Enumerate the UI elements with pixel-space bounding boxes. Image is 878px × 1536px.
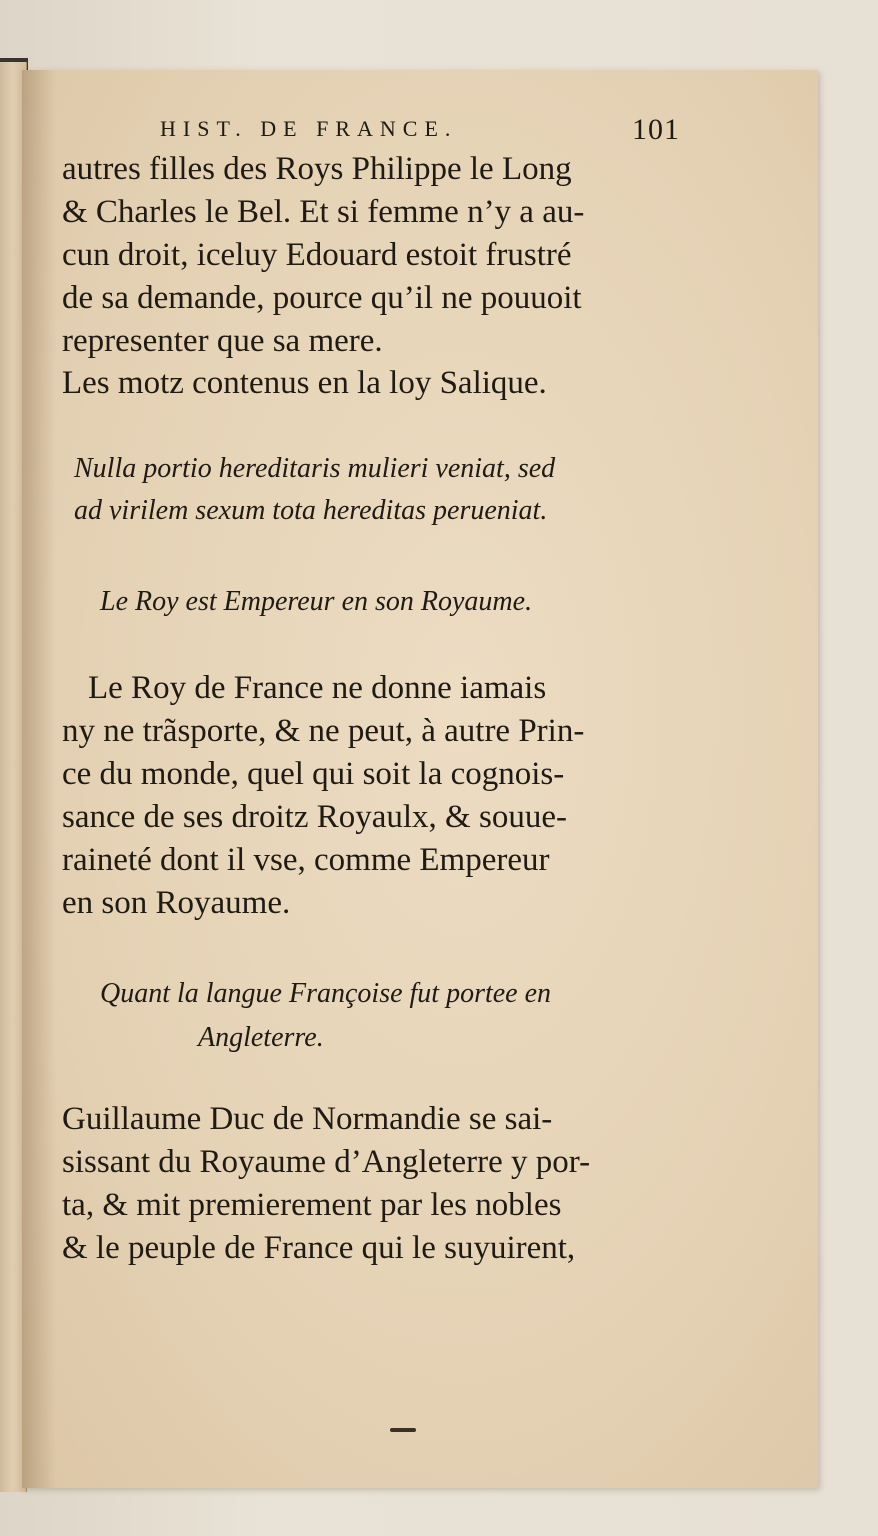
text-line: ny ne trãsporte, & ne peut, à autre Prin- [62, 713, 585, 749]
book-page [22, 70, 818, 1488]
text-line: Les motz contenus en la loy Salique. [62, 365, 547, 401]
text-line: ce du monde, quel qui soit la cognois- [62, 756, 565, 792]
running-title: HIST. DE FRANCE. [160, 116, 458, 141]
text-line: de sa demande, pource qu’il ne pouuoit [62, 280, 582, 316]
text-line: cun droit, iceluy Edouard estoit frustré [62, 237, 572, 273]
text-line: & le peuple de France qui le suyuirent, [62, 1230, 576, 1266]
heading-line: Quant la langue Françoise fut portee en [100, 978, 552, 1009]
salic-law-intro [62, 362, 682, 405]
section-heading-emperor: Le Roy est Empereur en son Royaume. [100, 586, 533, 617]
text-line: raineté dont il vse, comme Empereur [62, 842, 550, 878]
text-line: sance de ses droitz Royaulx, & souue- [62, 799, 567, 835]
quote-line: ad virilem sexum tota hereditas perueniat. [74, 495, 548, 526]
quote-line: Nulla portio hereditaris mulieri veniat, sed [74, 453, 556, 484]
text-line: & Charles le Bel. Et si femme n’y a au- [62, 194, 585, 230]
text-line: sissant du Royaume d’Angleterre y por- [62, 1144, 591, 1180]
text-line: ta, & mit premierement par les nobles [62, 1187, 562, 1223]
running-head [160, 113, 680, 148]
guillaume-paragraph [62, 1098, 682, 1270]
emperor-paragraph [62, 667, 682, 925]
page-number: 101 [632, 113, 680, 146]
gutter-shadow [22, 70, 56, 1488]
salic-law-quote [74, 448, 694, 532]
text-line: autres filles des Roys Philippe le Long [62, 151, 572, 187]
text-line: Guillaume Duc de Normandie se sai- [62, 1101, 553, 1137]
text-line: Le Roy de France ne donne iamais [88, 670, 547, 706]
text-line: en son Royaume. [62, 885, 291, 921]
catchword-ornament [390, 1428, 416, 1432]
heading-line: Angleterre. [198, 1022, 324, 1053]
section-heading-langue [100, 972, 720, 1060]
text-line: representer que sa mere. [62, 323, 383, 359]
continuation-paragraph [62, 148, 682, 363]
